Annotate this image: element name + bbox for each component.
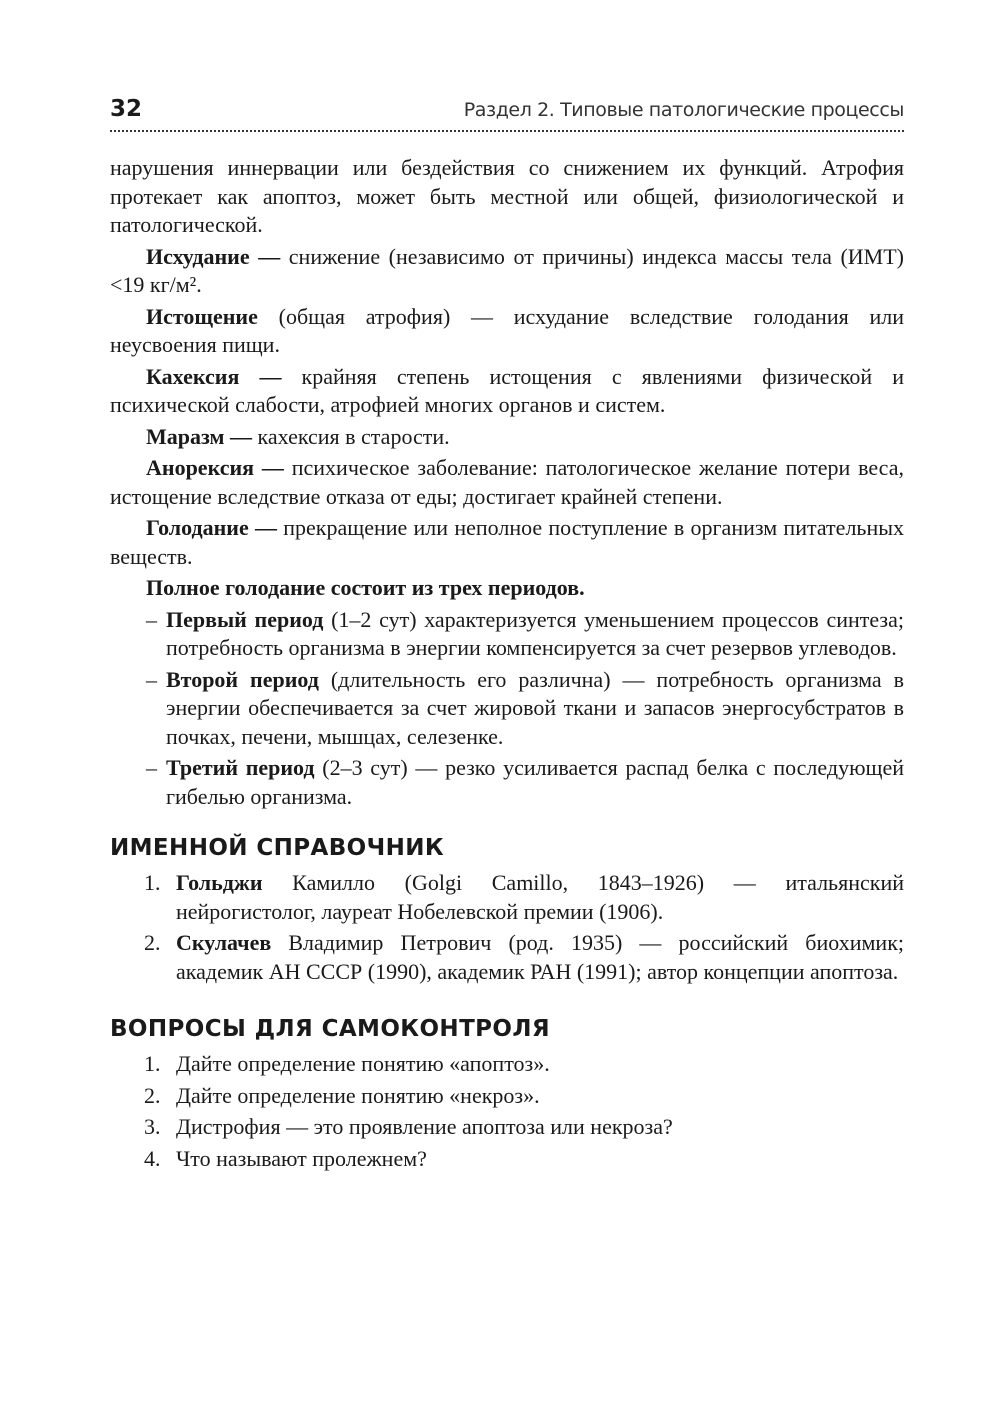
term-second-period: Второй период	[166, 666, 319, 692]
starvation-periods-intro: Полное голодание состоит из трех периодов.	[146, 575, 585, 600]
term-cachexia: Кахексия —	[146, 363, 282, 389]
item-number: 1.	[144, 870, 161, 895]
item-number: 2.	[144, 930, 161, 955]
header-divider	[110, 130, 904, 132]
question-item	[144, 1050, 904, 1079]
term-starvation: Голодание —	[146, 515, 277, 540]
paragraph-atrophy-continued: нарушения иннервации или бездействия со снижением их функций. Атрофия протекает как апоптоз, может быть местной или общей, физиологической и патологической.	[110, 155, 904, 237]
paragraph-cachexia	[110, 363, 904, 420]
question-text: Дайте определение понятию «апоптоз».	[176, 1051, 550, 1076]
question-item	[144, 1113, 904, 1142]
dash-marker: –	[146, 755, 157, 780]
term-emaciation: Исхудание —	[146, 243, 281, 269]
dash-marker: –	[146, 666, 157, 692]
term-anorexia: Анорексия —	[146, 455, 284, 480]
definition-marasmus: кахексия в старости.	[252, 423, 450, 449]
section-title-questions: ВОПРОСЫ ДЛЯ САМОКОНТРОЛЯ	[110, 1016, 550, 1042]
list-item-golgi	[144, 869, 904, 926]
list-item-period-2	[146, 666, 905, 752]
golgi-text: Камилло (Golgi Camillo, 1843–1926) — итальянский нейрогистолог, лауреат Нобелевской премии (1906).	[176, 870, 904, 924]
list-item-period-1	[146, 606, 904, 663]
definition-emaciation: снижение (независимо от причины) индекса массы тела (ИМТ) <19 кг/м².	[110, 243, 904, 297]
item-number: 1.	[144, 1051, 161, 1076]
question-text: Дайте определение понятию «некроз».	[176, 1082, 540, 1108]
term-marasmus: Маразм —	[146, 423, 253, 449]
list-item-period-3	[146, 754, 904, 811]
period-1-text: (1–2 сут) характеризуется уменьшением процессов синтеза; потребность организма в энергии компенсируется за счет резервов углеводов.	[166, 606, 904, 660]
starvation-periods-list	[110, 606, 904, 812]
item-number: 2.	[144, 1082, 161, 1108]
item-number: 3.	[144, 1114, 161, 1139]
questions-list	[110, 1050, 904, 1173]
definition-starvation: прекращение или неполное поступление в организм питательных веществ.	[110, 515, 905, 569]
paragraph-marasmus	[110, 423, 904, 452]
definition-anorexia: психическое заболевание: патологическое желание потери веса, истощение вследствие отказа от еды; достигает крайней степени.	[110, 455, 904, 509]
section-title-name-index: ИМЕННОЙ СПРАВОЧНИК	[110, 835, 445, 861]
period-3-text: (2–3 сут) — резко усиливается распад белка с последующей гибелью организма.	[166, 755, 904, 809]
term-golgi: Гольджи	[176, 870, 263, 895]
item-number: 4.	[144, 1145, 161, 1171]
definition-cachexia: крайняя степень истощения с явлениями физической и психической слабости, атрофией многих органов и систем.	[110, 363, 904, 417]
body-text	[110, 154, 904, 811]
term-skulachev: Скулачев	[176, 930, 272, 955]
question-text: Что называют пролежнем?	[176, 1145, 427, 1171]
question-text: Дистрофия — это проявление апоптоза или некроза?	[176, 1114, 673, 1139]
dash-marker: –	[146, 606, 157, 632]
page-number: 32	[110, 96, 143, 122]
term-exhaustion: Истощение	[146, 303, 258, 329]
term-first-period: Первый период	[166, 606, 324, 632]
page-header	[110, 96, 904, 126]
book-page	[110, 96, 904, 1176]
question-item	[144, 1082, 904, 1111]
running-head: Раздел 2. Типовые патологические процессы	[463, 99, 904, 121]
paragraph-emaciation	[110, 243, 904, 300]
list-item-skulachev	[144, 929, 904, 986]
term-third-period: Третий период	[166, 755, 315, 780]
skulachev-text: Владимир Петрович (род. 1935) — российский биохимик; академик АН СССР (1990), академик РАН (1991); автор концепции апоптоза.	[176, 930, 904, 984]
question-item	[144, 1145, 904, 1174]
paragraph-exhaustion	[110, 303, 904, 360]
definition-exhaustion: (общая атрофия) — исхудание вследствие голодания или неусвоения пищи.	[110, 303, 904, 357]
paragraph-starvation	[110, 514, 904, 571]
paragraph-anorexia	[110, 454, 904, 511]
name-index-list	[110, 869, 904, 986]
period-2-text: (длительность его различна) — потребность организма в энергии обеспечивается за счет жировой ткани и запасов энергосубстратов в почках, печени, мышцах, селезенке.	[166, 666, 905, 749]
